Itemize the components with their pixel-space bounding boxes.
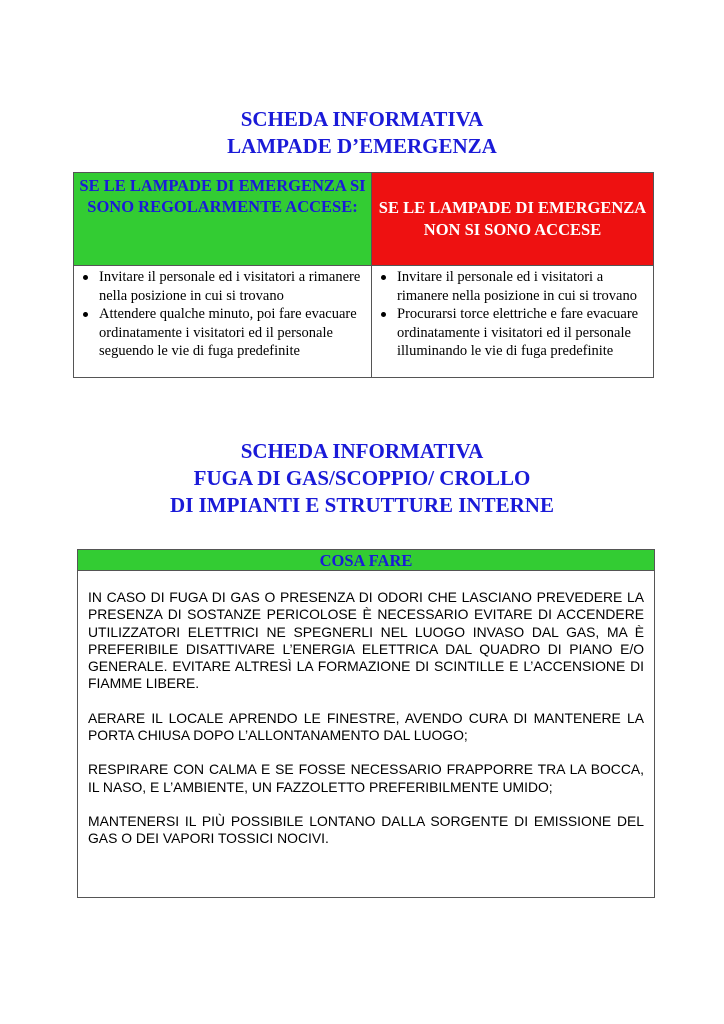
lamps-off-header: SE LE LAMPADE DI EMERGENZA NON SI SONO ACCESE bbox=[372, 173, 654, 266]
instruction-paragraph: AERARE IL LOCALE APRENDO LE FINESTRE, AVENDO CURA DI MANTENERE LA PORTA CHIUSA DOPO L’ALLONTANAMENTO DAL LUOGO; bbox=[88, 709, 644, 744]
instruction-paragraph: IN CASO DI FUGA DI GAS O PRESENZA DI ODORI CHE LASCIANO PREVEDERE LA PRESENZA DI SOSTANZE PERICOLOSE È NECESSARIO EVITARE DI ACCENDERE UTILIZZATORI ELETTRICI NE SPEGNERLI NEL LUOGO INVASO DAL GAS, MA È PREFERIBILE DISATTIVARE L’ENERGIA ELETTRICA DAL QUADRO DI PIANO E/O GENERALE. EVITARE ALTRESÌ LA FORMAZIONE DI SCINTILLE E L’ACCENSIONE DI FIAMME LIBERE. bbox=[88, 589, 644, 692]
section1-title-line1: SCHEDA INFORMATIVA bbox=[240, 107, 484, 131]
list-item: Attendere qualche minuto, poi fare evacuare ordinatamente i visitatori ed il personale seguendo le vie di fuga predefinite bbox=[78, 305, 367, 361]
section2-title-line1: SCHEDA INFORMATIVA bbox=[240, 439, 484, 463]
list-item: Invitare il personale ed i visitatori a rimanere nella posizione in cui si trovano bbox=[78, 268, 367, 305]
section2-title-line2: FUGA DI GAS/SCOPPIO/ CROLLO bbox=[193, 466, 531, 490]
lamps-on-cell bbox=[74, 266, 372, 378]
lamps-on-list bbox=[78, 268, 367, 361]
section1-title bbox=[0, 106, 724, 160]
lamps-on-header: SE LE LAMPADE DI EMERGENZA SI SONO REGOLARMENTE ACCESE: bbox=[74, 173, 372, 266]
cosa-fare-body bbox=[77, 571, 655, 898]
list-item: Procurarsi torce elettriche e fare evacuare ordinatamente i visitatori ed il personale illuminando le vie di fuga predefinite bbox=[376, 305, 649, 361]
emergency-lamps-table bbox=[73, 172, 654, 378]
section2-title-line3: DI IMPIANTI E STRUTTURE INTERNE bbox=[170, 493, 554, 517]
cosa-fare-header: COSA FARE bbox=[77, 549, 655, 571]
lamps-off-list bbox=[376, 268, 649, 361]
section2-title bbox=[0, 438, 724, 519]
lamps-off-cell bbox=[372, 266, 654, 378]
list-item: Invitare il personale ed i visitatori a rimanere nella posizione in cui si trovano bbox=[376, 268, 649, 305]
instruction-paragraph: MANTENERSI IL PIÙ POSSIBILE LONTANO DALLA SORGENTE DI EMISSIONE DEL GAS O DEI VAPORI TOSSICI NOCIVI. bbox=[88, 812, 644, 847]
section1-title-line2: LAMPADE D’EMERGENZA bbox=[227, 134, 497, 158]
instruction-paragraph: RESPIRARE CON CALMA E SE FOSSE NECESSARIO FRAPPORRE TRA LA BOCCA, IL NASO, E L’AMBIENTE, UN FAZZOLETTO PREFERIBILMENTE UMIDO; bbox=[88, 761, 644, 795]
